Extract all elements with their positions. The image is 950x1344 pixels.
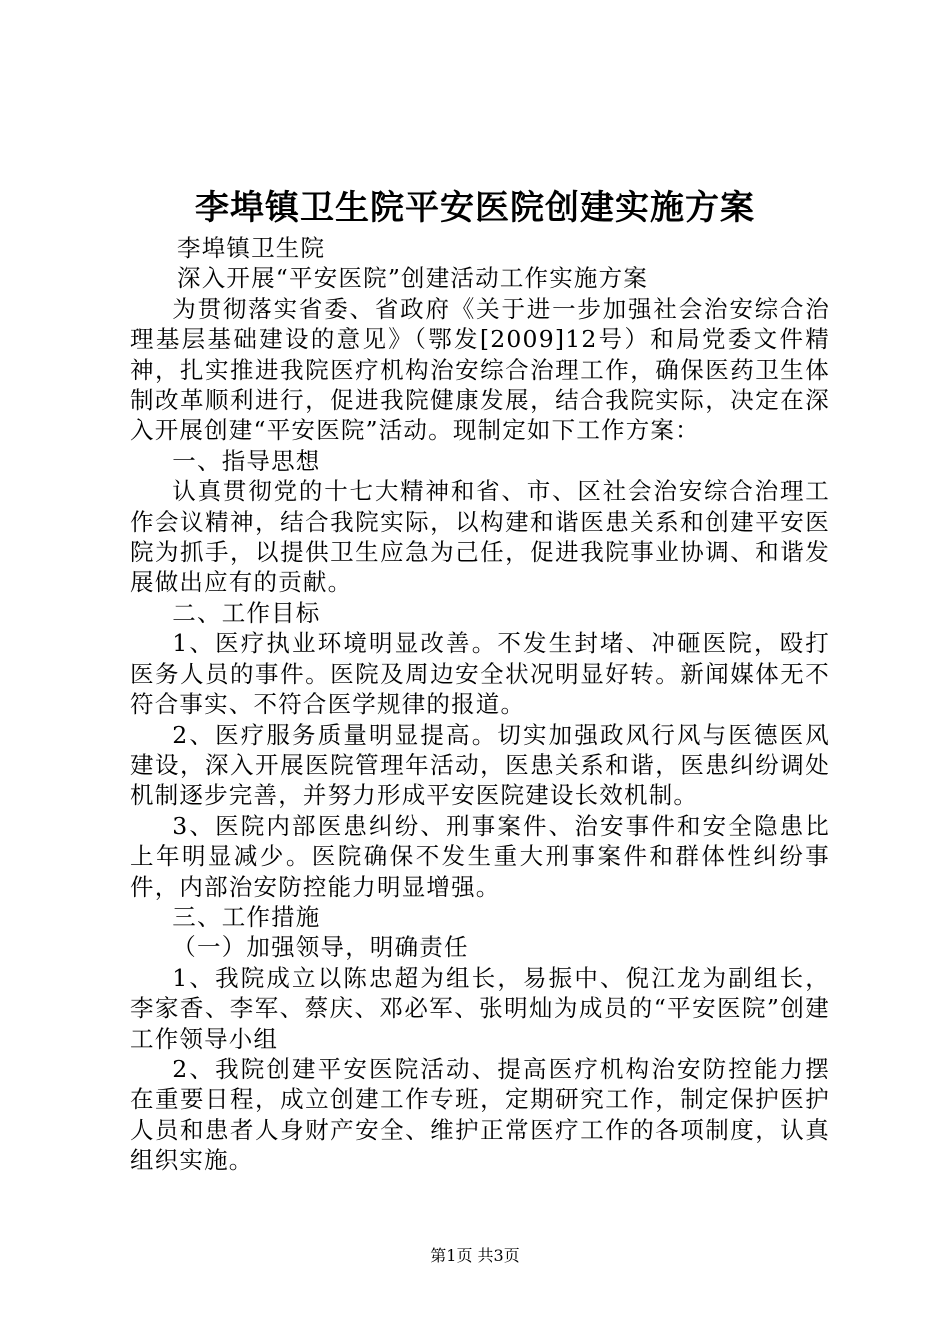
paragraph-subtitle: 深入开展“平安医院”创建活动工作实施方案 [177,264,649,293]
paragraph-goal-2: 2、医疗服务质量明显提高。切实加强政风行风与医德医风建设，深入开展医院管理年活动，医患关系和谐，医患纠纷调处机制逐步完善，并努力形成平安医院建设长效机制。 [130,720,830,810]
document-title: 李埠镇卫生院平安医院创建实施方案 [195,188,755,228]
section-heading-work-goals: 二、工作目标 [172,598,321,627]
paragraph-goal-3: 3、医院内部医患纠纷、刑事案件、治安事件和安全隐患比上年明显减少。医院确保不发生重大刑事案件和群体性纠纷事件，内部治安防控能力明显增强。 [130,811,830,901]
subsection-heading-leadership: （一）加强领导，明确责任 [172,933,469,962]
paragraph-intro: 为贯彻落实省委、省政府《关于进一步加强社会治安综合治理基层基础建设的意见》（鄂发[2009]12号）和局党委文件精神，扎实推进我院医疗机构治安综合治理工作，确保医药卫生体制改革顺利进行，促进我院健康发展，结合我院实际，决定在深入开展创建“平安医院”活动。现制定如下工作方案： [130,294,830,445]
paragraph-organization: 李埠镇卫生院 [177,234,326,262]
paragraph-guiding-ideology: 认真贯彻党的十七大精神和省、市、区社会治安综合治理工作会议精神，结合我院实际，以构建和谐医患关系和创建平安医院为抓手，以提供卫生应急为己任，促进我院事业协调、和谐发展做出应有的贡献。 [130,477,830,597]
section-heading-work-measures: 三、工作措施 [172,902,321,931]
paragraph-measure-1: 1、我院成立以陈忠超为组长，易振中、倪江龙为副组长，李家香、李军、蔡庆、邓必军、张明灿为成员的“平安医院”创建工作领导小组 [130,963,830,1053]
paragraph-goal-1: 1、医疗执业环境明显改善。不发生封堵、冲砸医院，殴打医务人员的事件。医院及周边安全状况明显好转。新闻媒体无不符合事实、不符合医学规律的报道。 [130,629,830,719]
paragraph-measure-2: 2、我院创建平安医院活动、提高医疗机构治安防控能力摆在重要日程，成立创建工作专班，定期研究工作，制定保护医护人员和患者人身财产安全、维护正常医疗工作的各项制度，认真组织实施。 [130,1054,830,1175]
document-body [130,233,830,1176]
page-footer: 第1页 共3页 [430,1246,520,1265]
section-heading-guiding-ideology: 一、指导思想 [172,446,321,475]
